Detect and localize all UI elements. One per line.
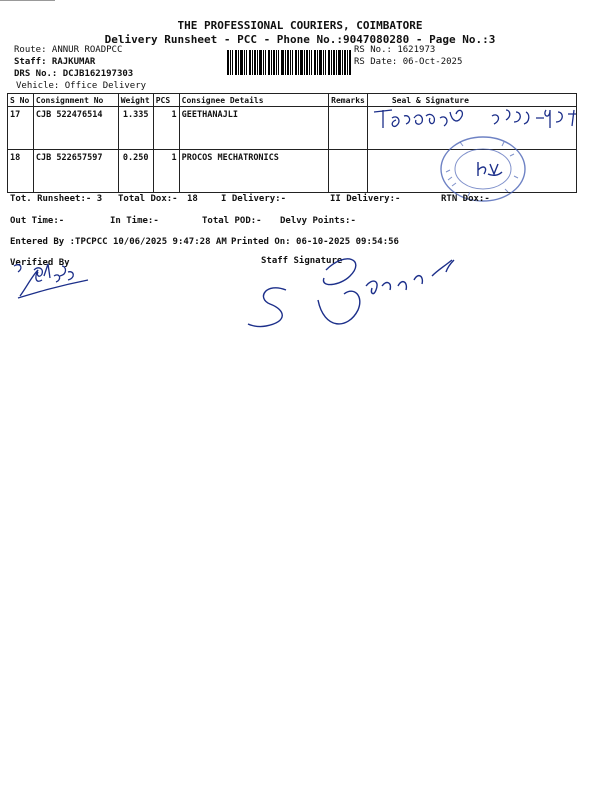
cell-sno: 18: [8, 150, 34, 193]
col-remarks: Remarks: [329, 94, 368, 107]
staff-signature-handwriting: [246, 250, 466, 330]
cell-consignment: CJB 522476514: [33, 107, 118, 150]
total-pod-label: Total POD:-: [202, 216, 262, 226]
cell-remarks: [329, 107, 368, 150]
cell-consignment: CJB 522657597: [33, 150, 118, 193]
cell-weight: 1.335: [118, 107, 153, 150]
col-consignee: Consignee Details: [179, 94, 328, 107]
total-runsheet: Tot. Runsheet:- 3: [10, 194, 103, 204]
delivery-points-label: Delvy Points:-: [280, 216, 356, 226]
col-seal: Seal & Signature: [367, 94, 576, 107]
handwritten-signature-row17: [370, 104, 580, 134]
col-consignment: Consignment No: [33, 94, 118, 107]
total-dox-label: Total Dox:-: [118, 194, 178, 204]
rs-date: RS Date: 06-Oct-2025: [354, 57, 463, 67]
entered-by: Entered By :TPCPCC 10/06/2025 9:47:28 AM: [10, 237, 227, 247]
verified-by-signature: [10, 256, 90, 302]
company-title: THE PROFESSIONAL COURIERS, COIMBATORE: [177, 19, 423, 32]
barcode-image: [227, 50, 351, 75]
verified-by-label: Verified By: [10, 258, 70, 268]
staff-label: Staff: RAJKUMAR: [14, 57, 96, 67]
in-time-label: In Time:-: [110, 216, 159, 226]
col-weight: Weight: [118, 94, 153, 107]
col-pcs: PCS: [153, 94, 179, 107]
staff-signature-label: Staff Signature: [261, 256, 343, 266]
col-sno: S No: [8, 94, 34, 107]
route-label: Route: ANNUR ROADPCC: [14, 45, 123, 55]
rs-number: RS No.: 1621973: [354, 45, 436, 55]
cell-consignee: PROCOS MECHATRONICS: [179, 150, 328, 193]
runsheet-subtitle: Delivery Runsheet - PCC - Phone No.:9047080280 - Page No.:3: [104, 33, 496, 46]
cell-consignee: GEETHANAJLI: [179, 107, 328, 150]
total-dox-value: 18: [187, 194, 198, 204]
cell-pcs: 1: [153, 150, 179, 193]
printed-on: Printed On: 06-10-2025 09:54:56: [231, 237, 399, 247]
first-delivery-label: I Delivery:-: [221, 194, 287, 204]
second-delivery-label: II Delivery:-: [330, 194, 401, 204]
out-time-label: Out Time:-: [10, 216, 65, 226]
scan-edge-mark: [0, 0, 55, 1]
return-dox-label: RTN Dox:-: [441, 194, 490, 204]
cell-weight: 0.250: [118, 150, 153, 193]
vehicle-label: Vehicle: Office Delivery: [16, 81, 147, 91]
cell-remarks: [329, 150, 368, 193]
drs-number: DRS No.: DCJB162197303: [14, 69, 134, 79]
cell-pcs: 1: [153, 107, 179, 150]
cell-sno: 17: [8, 107, 34, 150]
